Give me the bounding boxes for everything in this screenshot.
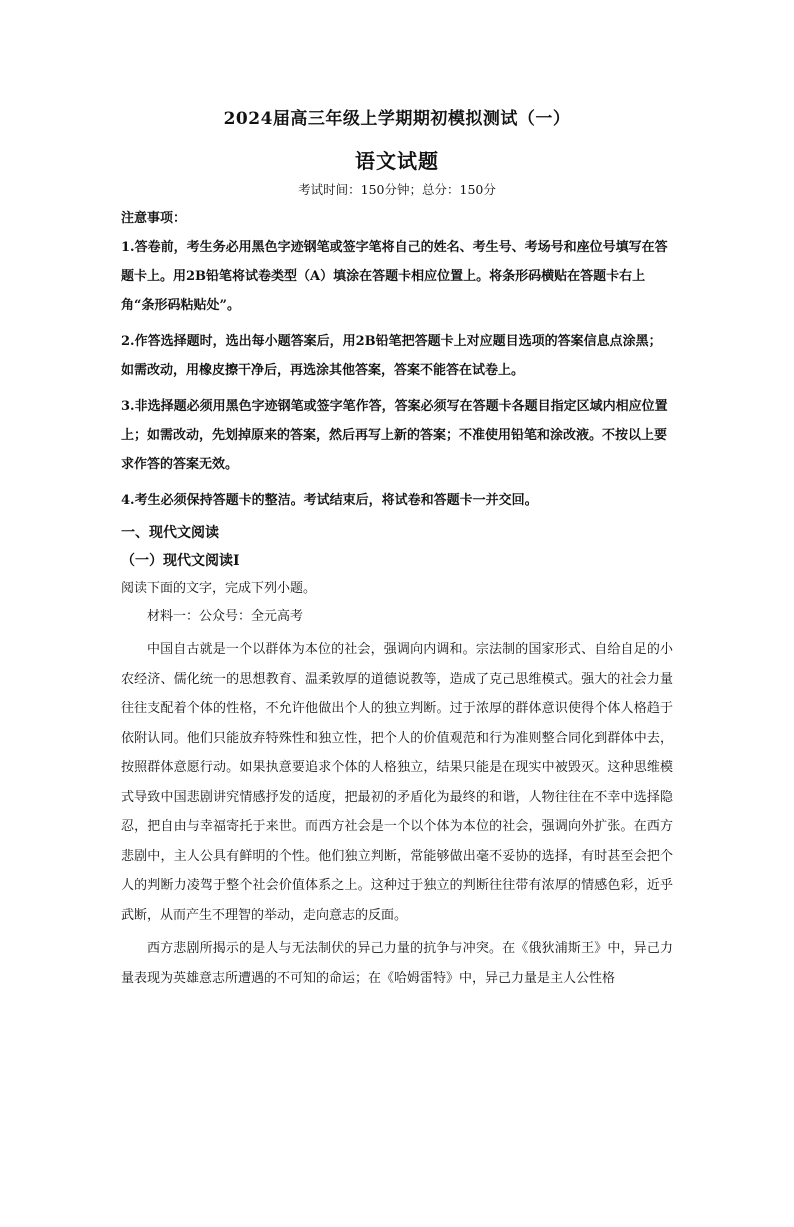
exam-title: 2024届高三年级上学期期初模拟测试（一） bbox=[223, 109, 571, 129]
notice-item-2: 2.作答选择题时，选出每小题答案后，用2B铅笔把答题卡上对应题目选项的答案信息点涂黑；如需改动，用橡皮擦干净后，再选涂其他答案，答案不能答在试卷上。 bbox=[121, 334, 662, 378]
subject-title: 语文试题 bbox=[355, 149, 439, 173]
notice-item-1: 1.答卷前，考生务必用黑色字迹钢笔或签字笔将自己的姓名、考生号、考场号和座位号填写在答题卡上。用2B铅笔将试卷类型（A）填涂在答题卡相应位置上。将条形码横贴在答题卡右上角“条形码粘贴处”。 bbox=[121, 240, 668, 313]
notice-item-3: 3.非选择题必须用黑色字迹钢笔或签字笔作答，答案必须写在答题卡各题目指定区域内相应位置上；如需改动，先划掉原来的答案，然后再写上新的答案；不准使用铅笔和涂改液。不按以上要求作答的答案无效。 bbox=[121, 399, 668, 472]
reading-instruction: 阅读下面的文字，完成下列小题。 bbox=[121, 581, 317, 596]
notice-item-4: 4.考生必须保持答题卡的整洁。考试结束后，将试卷和答题卡一并交回。 bbox=[121, 493, 538, 508]
section-heading: 一、现代文阅读 bbox=[121, 525, 219, 541]
exam-page bbox=[0, 104, 794, 1227]
passage-paragraph-1: 中国自古就是一个以群体为本位的社会，强调向内调和。宗法制的国家形式、自给自足的小农经济、儒化统一的思想教育、温柔敦厚的道德说教等，造成了克己思维模式。强大的社会力量往往支配着个体的性格，不允许他做出个人的独立判断。过于浓厚的群体意识使得个体人格趋于依附认同。他们只能放弃特殊性和独立性，把个人的价值观范和行为准则整合同化到群体中去，按照群体意愿行动。如果执意要追求个体的人格独立，结果只能是在现实中被毁灭。这种思维模式导致中国悲剧讲究情感抒发的适度，把最初的矛盾化为最终的和谐，人物往往在不幸中选择隐忍，把自由与幸福寄托于来世。而西方社会是一个以个体为本位的社会，强调向外扩张。在西方悲剧中，主人公具有鲜明的个性。他们独立判断，常能够做出毫不妥协的选择，有时甚至会把个人的判断力凌驾于整个社会价值体系之上。这种过于独立的判断往往带有浓厚的情感色彩，近乎武断，从而产生不理智的举动，走向意志的反面。 bbox=[121, 642, 673, 923]
notice-block bbox=[121, 207, 673, 515]
notice-heading: 注意事项： bbox=[121, 211, 187, 226]
material-label: 材料一：公众号：全元高考 bbox=[147, 609, 304, 624]
subsection-heading: （一）现代文阅读Ⅰ bbox=[121, 553, 240, 569]
reading-section bbox=[121, 519, 673, 993]
exam-info: 考试时间：150分钟；总分：150分 bbox=[298, 182, 496, 197]
passage-paragraph-2: 西方悲剧所揭示的是人与无法制伏的异己力量的抗争与冲突。在《俄狄浦斯王》中，异己力量表现为英雄意志所遭遇的不可知的命运；在《哈姆雷特》中，异己力量是主人公性格 bbox=[121, 941, 673, 986]
